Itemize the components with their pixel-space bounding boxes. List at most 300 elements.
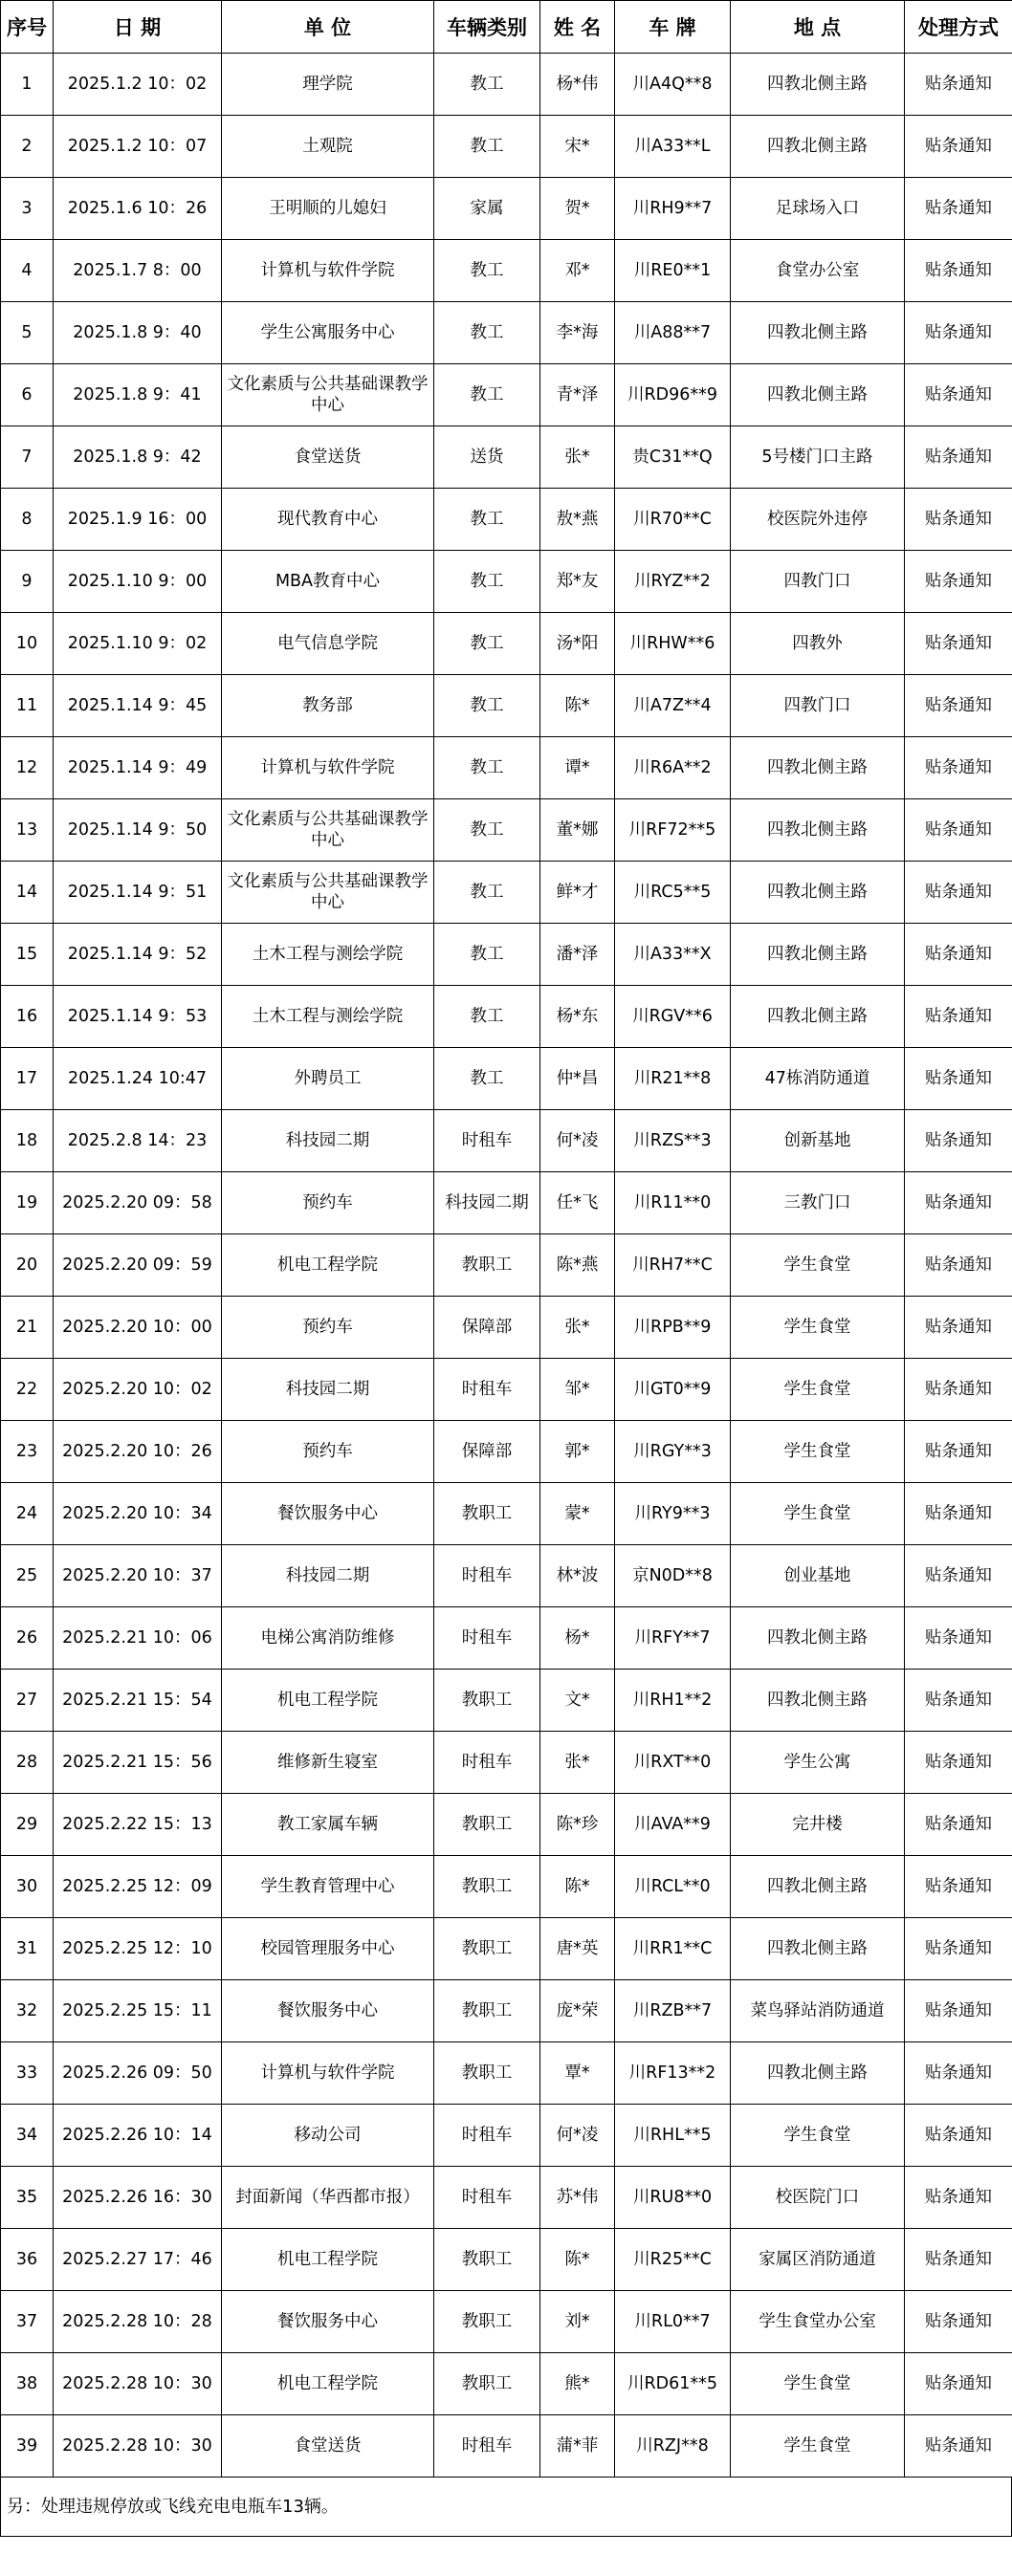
cell-name: 张* [540, 1732, 615, 1794]
cell-unit: 教工家属车辆 [222, 1794, 434, 1856]
cell-vehicle-type: 教职工 [434, 2353, 540, 2415]
cell-date: 2025.2.20 09：59 [54, 1234, 222, 1297]
cell-unit: 封面新闻（华西都市报） [222, 2167, 434, 2229]
table-row [1, 1172, 1012, 1234]
cell-date: 2025.1.10 9：00 [54, 551, 222, 613]
cell-vehicle-type: 时租车 [434, 2105, 540, 2167]
cell-date: 2025.2.20 09：58 [54, 1172, 222, 1234]
table-row [1, 489, 1012, 551]
table-row [1, 2105, 1012, 2167]
cell-date: 2025.2.28 10：30 [54, 2415, 222, 2478]
cell-seq: 29 [1, 1794, 54, 1856]
cell-location: 学生公寓 [731, 1732, 905, 1794]
cell-unit: 王明顺的儿媳妇 [222, 178, 434, 240]
cell-unit: 预约车 [222, 1297, 434, 1359]
cell-action: 贴条通知 [905, 2291, 1012, 2353]
cell-unit: 餐饮服务中心 [222, 2291, 434, 2353]
table-row [1, 1297, 1012, 1359]
cell-action: 贴条通知 [905, 1732, 1012, 1794]
cell-location: 学生食堂 [731, 2415, 905, 2478]
cell-plate: 川RL0**7 [615, 2291, 731, 2353]
cell-date: 2025.1.9 16：00 [54, 489, 222, 551]
table-row [1, 737, 1012, 799]
cell-plate: 川RZS**3 [615, 1110, 731, 1172]
cell-action: 贴条通知 [905, 1234, 1012, 1297]
cell-vehicle-type: 保障部 [434, 1297, 540, 1359]
cell-location: 四教北侧主路 [731, 1918, 905, 1980]
table-row [1, 426, 1012, 489]
cell-seq: 38 [1, 2353, 54, 2415]
cell-plate: 川RFY**7 [615, 1607, 731, 1670]
cell-seq: 37 [1, 2291, 54, 2353]
cell-vehicle-type: 教工 [434, 613, 540, 675]
cell-location: 学生食堂 [731, 2105, 905, 2167]
cell-vehicle-type: 教职工 [434, 1918, 540, 1980]
cell-action: 贴条通知 [905, 2167, 1012, 2229]
cell-vehicle-type: 教职工 [434, 2229, 540, 2291]
cell-unit: 科技园二期 [222, 1545, 434, 1607]
cell-unit: 计算机与软件学院 [222, 2042, 434, 2105]
cell-action: 贴条通知 [905, 364, 1012, 426]
cell-date: 2025.2.26 09：50 [54, 2042, 222, 2105]
cell-action: 贴条通知 [905, 1980, 1012, 2042]
cell-action: 贴条通知 [905, 862, 1012, 924]
cell-name: 董*娜 [540, 799, 615, 862]
cell-name: 邓* [540, 240, 615, 302]
cell-action: 贴条通知 [905, 178, 1012, 240]
cell-location: 5号楼门口主路 [731, 426, 905, 489]
cell-date: 2025.2.21 10：06 [54, 1607, 222, 1670]
cell-action: 贴条通知 [905, 302, 1012, 364]
cell-date: 2025.2.22 15：13 [54, 1794, 222, 1856]
cell-name: 何*凌 [540, 2105, 615, 2167]
cell-location: 四教北侧主路 [731, 302, 905, 364]
cell-unit: 外聘员工 [222, 1048, 434, 1110]
cell-vehicle-type: 科技园二期 [434, 1172, 540, 1234]
cell-action: 贴条通知 [905, 1359, 1012, 1421]
cell-location: 学生食堂 [731, 1483, 905, 1545]
cell-date: 2025.2.25 12：09 [54, 1856, 222, 1918]
cell-name: 文* [540, 1670, 615, 1732]
table-row [1, 302, 1012, 364]
cell-location: 完井楼 [731, 1794, 905, 1856]
cell-unit: 科技园二期 [222, 1110, 434, 1172]
cell-unit: 移动公司 [222, 2105, 434, 2167]
cell-seq: 1 [1, 54, 54, 116]
table-row [1, 54, 1012, 116]
cell-name: 汤*阳 [540, 613, 615, 675]
table-row [1, 1732, 1012, 1794]
table-row [1, 2353, 1012, 2415]
header-name: 姓 名 [540, 1, 615, 54]
cell-vehicle-type: 教职工 [434, 2291, 540, 2353]
cell-location: 47栋消防通道 [731, 1048, 905, 1110]
cell-name: 谭* [540, 737, 615, 799]
cell-date: 2025.2.25 12：10 [54, 1918, 222, 1980]
cell-date: 2025.2.8 14：23 [54, 1110, 222, 1172]
cell-seq: 36 [1, 2229, 54, 2291]
cell-action: 贴条通知 [905, 551, 1012, 613]
cell-seq: 8 [1, 489, 54, 551]
table-row [1, 1545, 1012, 1607]
cell-name: 何*凌 [540, 1110, 615, 1172]
cell-location: 食堂办公室 [731, 240, 905, 302]
cell-location: 四教北侧主路 [731, 862, 905, 924]
cell-seq: 6 [1, 364, 54, 426]
cell-action: 贴条通知 [905, 799, 1012, 862]
cell-date: 2025.1.8 9：42 [54, 426, 222, 489]
table-header-row [1, 1, 1012, 54]
cell-plate: 川A88**7 [615, 302, 731, 364]
cell-date: 2025.1.14 9：52 [54, 924, 222, 986]
cell-date: 2025.1.14 9：50 [54, 799, 222, 862]
cell-location: 学生食堂 [731, 1234, 905, 1297]
cell-seq: 11 [1, 675, 54, 737]
cell-vehicle-type: 时租车 [434, 2167, 540, 2229]
table-body [1, 54, 1012, 2478]
cell-location: 足球场入口 [731, 178, 905, 240]
cell-vehicle-type: 教工 [434, 364, 540, 426]
cell-unit: 预约车 [222, 1421, 434, 1483]
cell-name: 蒙* [540, 1483, 615, 1545]
cell-action: 贴条通知 [905, 2229, 1012, 2291]
cell-plate: 川RF72**5 [615, 799, 731, 862]
table-row [1, 1359, 1012, 1421]
cell-location: 四教北侧主路 [731, 2042, 905, 2105]
cell-seq: 4 [1, 240, 54, 302]
cell-seq: 3 [1, 178, 54, 240]
cell-date: 2025.2.20 10：00 [54, 1297, 222, 1359]
cell-plate: 川RY9**3 [615, 1483, 731, 1545]
cell-action: 贴条通知 [905, 1545, 1012, 1607]
cell-vehicle-type: 家属 [434, 178, 540, 240]
cell-action: 贴条通知 [905, 2415, 1012, 2478]
cell-seq: 33 [1, 2042, 54, 2105]
cell-plate: 川RGY**3 [615, 1421, 731, 1483]
table-row [1, 1980, 1012, 2042]
cell-seq: 21 [1, 1297, 54, 1359]
cell-action: 贴条通知 [905, 986, 1012, 1048]
cell-vehicle-type: 时租车 [434, 1545, 540, 1607]
cell-location: 四教北侧主路 [731, 737, 905, 799]
cell-seq: 31 [1, 1918, 54, 1980]
cell-vehicle-type: 教工 [434, 54, 540, 116]
cell-location: 四教门口 [731, 675, 905, 737]
cell-unit: 维修新生寝室 [222, 1732, 434, 1794]
header-plate: 车 牌 [615, 1, 731, 54]
cell-date: 2025.2.25 15：11 [54, 1980, 222, 2042]
cell-action: 贴条通知 [905, 2042, 1012, 2105]
cell-unit: 学生公寓服务中心 [222, 302, 434, 364]
cell-plate: 川RXT**0 [615, 1732, 731, 1794]
cell-action: 贴条通知 [905, 1048, 1012, 1110]
cell-unit: 文化素质与公共基础课教学中心 [222, 799, 434, 862]
cell-date: 2025.2.26 10：14 [54, 2105, 222, 2167]
cell-name: 仲*昌 [540, 1048, 615, 1110]
header-seq: 序号 [1, 1, 54, 54]
cell-date: 2025.2.21 15：56 [54, 1732, 222, 1794]
cell-unit: 校园管理服务中心 [222, 1918, 434, 1980]
cell-name: 杨*东 [540, 986, 615, 1048]
cell-unit: 理学院 [222, 54, 434, 116]
cell-location: 四教北侧主路 [731, 54, 905, 116]
cell-name: 贺* [540, 178, 615, 240]
cell-seq: 23 [1, 1421, 54, 1483]
cell-action: 贴条通知 [905, 1297, 1012, 1359]
table-row [1, 2415, 1012, 2478]
cell-unit: 电梯公寓消防维修 [222, 1607, 434, 1670]
cell-name: 苏*伟 [540, 2167, 615, 2229]
cell-name: 任*飞 [540, 1172, 615, 1234]
cell-vehicle-type: 教职工 [434, 1483, 540, 1545]
cell-plate: 川R6A**2 [615, 737, 731, 799]
cell-location: 学生食堂办公室 [731, 2291, 905, 2353]
cell-action: 贴条通知 [905, 240, 1012, 302]
cell-vehicle-type: 保障部 [434, 1421, 540, 1483]
cell-seq: 28 [1, 1732, 54, 1794]
cell-location: 菜鸟驿站消防通道 [731, 1980, 905, 2042]
cell-action: 贴条通知 [905, 613, 1012, 675]
cell-plate: 贵C31**Q [615, 426, 731, 489]
cell-location: 学生食堂 [731, 1359, 905, 1421]
cell-date: 2025.2.21 15：54 [54, 1670, 222, 1732]
cell-plate: 川RD61**5 [615, 2353, 731, 2415]
cell-action: 贴条通知 [905, 489, 1012, 551]
cell-plate: 川RHW**6 [615, 613, 731, 675]
cell-location: 四教北侧主路 [731, 364, 905, 426]
cell-unit: 文化素质与公共基础课教学中心 [222, 862, 434, 924]
cell-seq: 30 [1, 1856, 54, 1918]
cell-location: 创业基地 [731, 1545, 905, 1607]
cell-date: 2025.1.2 10：02 [54, 54, 222, 116]
cell-name: 唐*英 [540, 1918, 615, 1980]
cell-unit: 现代教育中心 [222, 489, 434, 551]
cell-seq: 7 [1, 426, 54, 489]
cell-seq: 19 [1, 1172, 54, 1234]
cell-seq: 12 [1, 737, 54, 799]
table-row [1, 675, 1012, 737]
cell-vehicle-type: 教职工 [434, 1234, 540, 1297]
cell-date: 2025.1.2 10：07 [54, 116, 222, 178]
cell-name: 陈* [540, 2229, 615, 2291]
cell-vehicle-type: 教工 [434, 986, 540, 1048]
cell-unit: 食堂送货 [222, 2415, 434, 2478]
table-row [1, 178, 1012, 240]
cell-date: 2025.1.8 9：40 [54, 302, 222, 364]
cell-location: 四教北侧主路 [731, 924, 905, 986]
cell-seq: 17 [1, 1048, 54, 1110]
cell-vehicle-type: 教职工 [434, 1670, 540, 1732]
cell-seq: 22 [1, 1359, 54, 1421]
cell-seq: 35 [1, 2167, 54, 2229]
cell-name: 林*波 [540, 1545, 615, 1607]
cell-unit: MBA教育中心 [222, 551, 434, 613]
cell-action: 贴条通知 [905, 54, 1012, 116]
cell-plate: 川AVA**9 [615, 1794, 731, 1856]
cell-seq: 13 [1, 799, 54, 862]
cell-date: 2025.1.10 9：02 [54, 613, 222, 675]
cell-location: 四教外 [731, 613, 905, 675]
cell-vehicle-type: 教工 [434, 551, 540, 613]
cell-name: 覃* [540, 2042, 615, 2105]
cell-vehicle-type: 教工 [434, 1048, 540, 1110]
table-row [1, 1483, 1012, 1545]
table-row [1, 2229, 1012, 2291]
cell-vehicle-type: 时租车 [434, 1359, 540, 1421]
cell-unit: 餐饮服务中心 [222, 1980, 434, 2042]
cell-unit: 文化素质与公共基础课教学中心 [222, 364, 434, 426]
cell-name: 潘*泽 [540, 924, 615, 986]
cell-action: 贴条通知 [905, 737, 1012, 799]
cell-action: 贴条通知 [905, 675, 1012, 737]
table-row [1, 240, 1012, 302]
cell-vehicle-type: 送货 [434, 426, 540, 489]
table-row [1, 862, 1012, 924]
cell-plate: 川A4Q**8 [615, 54, 731, 116]
cell-name: 熊* [540, 2353, 615, 2415]
table-row [1, 986, 1012, 1048]
cell-date: 2025.1.14 9：51 [54, 862, 222, 924]
cell-name: 陈*珍 [540, 1794, 615, 1856]
cell-seq: 10 [1, 613, 54, 675]
cell-plate: 川RH1**2 [615, 1670, 731, 1732]
cell-action: 贴条通知 [905, 1421, 1012, 1483]
cell-plate: 京N0D**8 [615, 1545, 731, 1607]
cell-plate: 川A33**X [615, 924, 731, 986]
table-row [1, 1110, 1012, 1172]
cell-unit: 计算机与软件学院 [222, 240, 434, 302]
cell-name: 敖*燕 [540, 489, 615, 551]
cell-action: 贴条通知 [905, 1172, 1012, 1234]
cell-location: 学生食堂 [731, 1421, 905, 1483]
cell-plate: 川RZJ**8 [615, 2415, 731, 2478]
cell-plate: 川R21**8 [615, 1048, 731, 1110]
cell-plate: 川RD96**9 [615, 364, 731, 426]
cell-plate: 川R11**0 [615, 1172, 731, 1234]
header-location: 地 点 [731, 1, 905, 54]
cell-plate: 川R70**C [615, 489, 731, 551]
cell-unit: 科技园二期 [222, 1359, 434, 1421]
cell-name: 陈* [540, 675, 615, 737]
cell-vehicle-type: 教工 [434, 675, 540, 737]
cell-name: 郑*友 [540, 551, 615, 613]
cell-plate: 川RHL**5 [615, 2105, 731, 2167]
cell-location: 四教北侧主路 [731, 1607, 905, 1670]
table-row [1, 1856, 1012, 1918]
cell-plate: 川RZB**7 [615, 1980, 731, 2042]
cell-unit: 教务部 [222, 675, 434, 737]
cell-location: 创新基地 [731, 1110, 905, 1172]
cell-seq: 32 [1, 1980, 54, 2042]
cell-name: 张* [540, 1297, 615, 1359]
cell-location: 四教北侧主路 [731, 1670, 905, 1732]
cell-vehicle-type: 教工 [434, 862, 540, 924]
cell-vehicle-type: 教职工 [434, 1794, 540, 1856]
cell-location: 校医院门口 [731, 2167, 905, 2229]
cell-plate: 川RYZ**2 [615, 551, 731, 613]
cell-plate: 川R25**C [615, 2229, 731, 2291]
cell-location: 家属区消防通道 [731, 2229, 905, 2291]
cell-date: 2025.1.7 8：00 [54, 240, 222, 302]
table-row [1, 1234, 1012, 1297]
cell-seq: 27 [1, 1670, 54, 1732]
cell-action: 贴条通知 [905, 426, 1012, 489]
cell-action: 贴条通知 [905, 1670, 1012, 1732]
cell-seq: 16 [1, 986, 54, 1048]
cell-date: 2025.2.20 10：37 [54, 1545, 222, 1607]
cell-seq: 26 [1, 1607, 54, 1670]
cell-name: 陈*燕 [540, 1234, 615, 1297]
cell-plate: 川A7Z**4 [615, 675, 731, 737]
cell-vehicle-type: 时租车 [434, 1110, 540, 1172]
cell-name: 蒲*菲 [540, 2415, 615, 2478]
cell-plate: 川RPB**9 [615, 1297, 731, 1359]
cell-unit: 计算机与软件学院 [222, 737, 434, 799]
cell-name: 鲜*才 [540, 862, 615, 924]
cell-date: 2025.1.6 10：26 [54, 178, 222, 240]
table-row [1, 924, 1012, 986]
header-unit: 单 位 [222, 1, 434, 54]
cell-name: 青*泽 [540, 364, 615, 426]
cell-name: 郭* [540, 1421, 615, 1483]
cell-date: 2025.2.26 16：30 [54, 2167, 222, 2229]
table-row [1, 2167, 1012, 2229]
cell-plate: 川RCL**0 [615, 1856, 731, 1918]
cell-unit: 机电工程学院 [222, 1234, 434, 1297]
cell-plate: 川RU8**0 [615, 2167, 731, 2229]
cell-vehicle-type: 教职工 [434, 2042, 540, 2105]
cell-vehicle-type: 时租车 [434, 2415, 540, 2478]
cell-name: 刘* [540, 2291, 615, 2353]
header-action: 处理方式 [905, 1, 1012, 54]
cell-action: 贴条通知 [905, 1794, 1012, 1856]
cell-plate: 川RH7**C [615, 1234, 731, 1297]
cell-location: 学生食堂 [731, 2353, 905, 2415]
cell-unit: 预约车 [222, 1172, 434, 1234]
cell-unit: 学生教育管理中心 [222, 1856, 434, 1918]
cell-location: 四教北侧主路 [731, 1856, 905, 1918]
table-row [1, 2042, 1012, 2105]
cell-action: 贴条通知 [905, 1856, 1012, 1918]
table-row [1, 2291, 1012, 2353]
cell-vehicle-type: 教工 [434, 489, 540, 551]
cell-vehicle-type: 教职工 [434, 1980, 540, 2042]
cell-unit: 机电工程学院 [222, 1670, 434, 1732]
cell-vehicle-type: 教工 [434, 737, 540, 799]
cell-seq: 39 [1, 2415, 54, 2478]
cell-date: 2025.1.24 10:47 [54, 1048, 222, 1110]
cell-vehicle-type: 教工 [434, 116, 540, 178]
cell-unit: 土观院 [222, 116, 434, 178]
cell-seq: 25 [1, 1545, 54, 1607]
cell-name: 李*海 [540, 302, 615, 364]
cell-date: 2025.2.27 17：46 [54, 2229, 222, 2291]
table-row [1, 1918, 1012, 1980]
cell-location: 三教门口 [731, 1172, 905, 1234]
cell-location: 校医院外违停 [731, 489, 905, 551]
cell-seq: 24 [1, 1483, 54, 1545]
cell-action: 贴条通知 [905, 924, 1012, 986]
table-row [1, 551, 1012, 613]
cell-date: 2025.2.28 10：28 [54, 2291, 222, 2353]
cell-unit: 机电工程学院 [222, 2229, 434, 2291]
cell-seq: 20 [1, 1234, 54, 1297]
cell-date: 2025.2.28 10：30 [54, 2353, 222, 2415]
cell-location: 四教北侧主路 [731, 116, 905, 178]
cell-action: 贴条通知 [905, 1607, 1012, 1670]
cell-plate: 川RR1**C [615, 1918, 731, 1980]
table-row [1, 1607, 1012, 1670]
